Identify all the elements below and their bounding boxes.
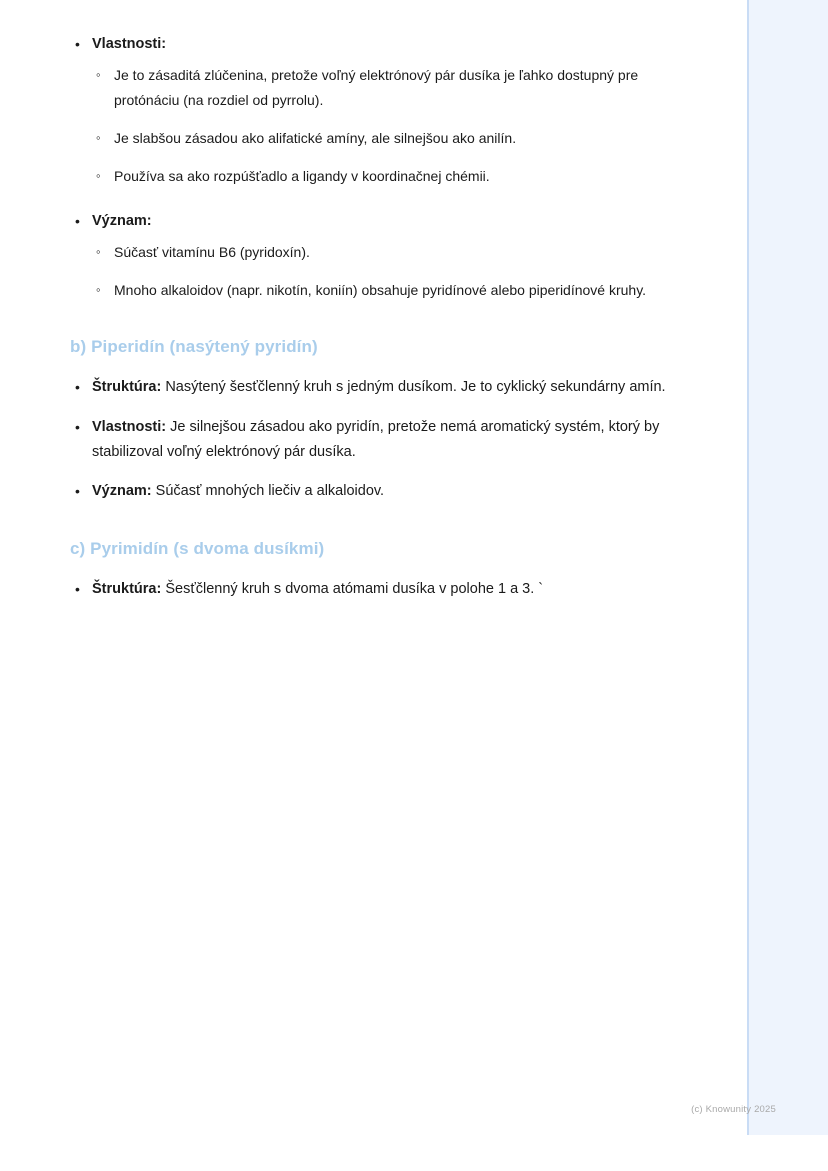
list-item: ◦ Súčasť vitamínu B6 (pyridoxín). (92, 240, 680, 265)
list-item (70, 415, 680, 466)
list-item: ◦ Je slabšou zásadou ako alifatické amíny, ale silnejšou ako anilín. (92, 126, 680, 151)
list-item (70, 32, 680, 189)
significance-sub-list (92, 240, 680, 303)
list-item: ◦ Je to zásaditá zlúčenina, pretože voľný elektrónový pár dusíka je ľahko dostupný pre protónáciu (na rozdiel od pyrrolu). (92, 63, 680, 113)
list-item (70, 479, 680, 504)
properties-sub-list (92, 63, 680, 189)
list-item-label: Vlastnosti: (92, 36, 167, 52)
list-item-label: Štruktúra: (92, 379, 162, 396)
list-item-text: Je silnejšou zásadou ako pyridín, pretože nemá aromatický systém, ktorý by stabilizoval voľný elektrónový pár dusíka. (92, 418, 660, 460)
list-item: ◦ Používa sa ako rozpúšťadlo a ligandy v koordinačnej chémii. (92, 164, 680, 189)
list-item-label: Význam: (92, 483, 152, 500)
properties-bullet-list (70, 32, 680, 303)
section-c-list (70, 577, 680, 602)
page-margin-rule (747, 0, 749, 1135)
list-item: ◦ Mnoho alkaloidov (napr. nikotín, koniín) obsahuje pyridínové alebo piperidínové kruhy. (92, 278, 680, 303)
page-right-margin-strip (748, 0, 828, 1135)
list-item (70, 375, 680, 400)
list-item-text: Nasýtený šesťčlenný kruh s jedným dusíkom. Je to cyklický sekundárny amín. (165, 379, 666, 396)
section-b-list (70, 375, 680, 505)
document-content (70, 32, 680, 602)
list-item-label: Štruktúra: (92, 580, 162, 597)
copyright-credit: (c) Knowunity 2025 (691, 1104, 776, 1115)
section-heading-c: c) Pyrimidín (s dvoma dusíkmi) (70, 538, 325, 558)
list-item-text: Šesťčlenný kruh s dvoma atómami dusíka v polohe 1 a 3. ` (165, 580, 544, 597)
list-item (70, 577, 680, 602)
list-item (70, 209, 680, 303)
list-item-text: Súčasť mnohých liečiv a alkaloidov. (155, 483, 385, 500)
list-item-label: Vlastnosti: (92, 418, 167, 435)
list-item-label: Význam: (92, 213, 152, 229)
section-heading-b: b) Piperidín (nasýtený pyridín) (70, 337, 318, 357)
